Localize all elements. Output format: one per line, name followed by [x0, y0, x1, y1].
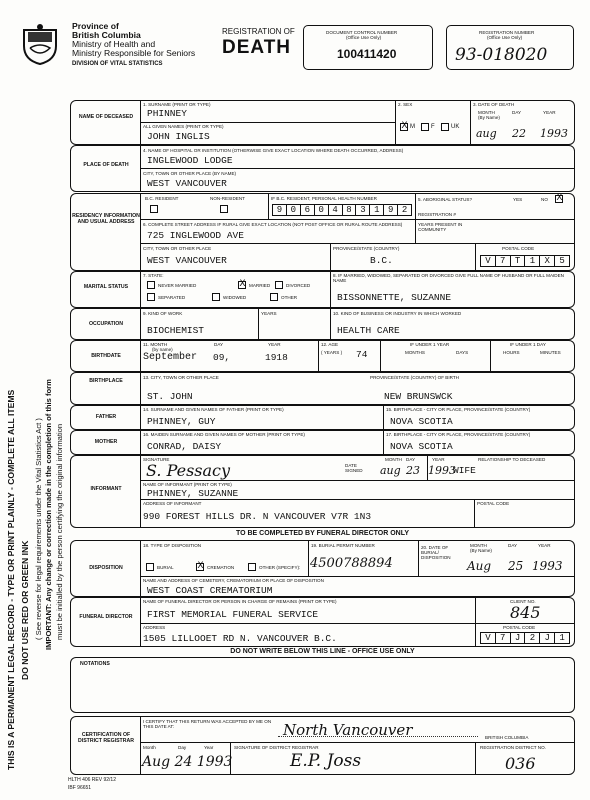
- mother-bp-value: NOVA SCOTIA: [390, 441, 453, 452]
- disp-day-label: DAY: [508, 543, 518, 548]
- crest-logo: [18, 22, 62, 66]
- postal-char: 1: [525, 256, 540, 266]
- informant-name-value: PHINNEY, SUZANNE: [147, 488, 239, 499]
- cert-year-label: Year: [204, 745, 214, 750]
- death-city-label: CITY, TOWN OR OTHER PLACE (BY NAME): [143, 171, 237, 176]
- res-city-value: WEST VANCOUVER: [147, 255, 227, 266]
- funeral-name-value: FIRST MEMORIAL FUNERAL SERVICE: [147, 609, 319, 620]
- reg-number-label: REGISTRATION NUMBER: [479, 30, 535, 35]
- postal-char: T: [511, 256, 526, 266]
- residency-section-label: RESIDENCY INFORMATION AND USUAL ADDRESS: [72, 213, 140, 225]
- office-use-band: DO NOT WRITE BELOW THIS LINE - OFFICE USE ONLY: [230, 648, 415, 655]
- phn-digit: 4: [329, 205, 343, 215]
- doc-control-sub: (Office Use Only): [346, 35, 382, 40]
- work-years-label: YEARS: [261, 311, 277, 316]
- birth-city-label: 13. CITY, TOWN OR OTHER PLACE: [143, 375, 219, 380]
- phn-digit: 8: [343, 205, 357, 215]
- phn-label: IF B.C. RESIDENT, PERSONAL HEALTH NUMBER: [271, 196, 377, 201]
- funeral-name-label: NAME OF FUNERAL DIRECTOR OR PERSON IN CHARGE OF REMAINS (PRINT OR TYPE): [143, 599, 337, 604]
- informant-addr-value: 990 FOREST HILLS DR. N VANCOUVER V7R 1N3: [143, 511, 372, 522]
- side-text-5: must be initialled by the person certifying the original information: [55, 423, 64, 640]
- registration-hash-label: REGISTRATION #: [418, 212, 456, 217]
- hours-label: HOURS: [503, 350, 520, 355]
- informant-addr-label: ADDRESS OF INFORMANT: [143, 501, 202, 506]
- cert-date-value: Aug 24 1993: [142, 754, 233, 770]
- sign-day-value: 23: [406, 464, 420, 477]
- side-text-3: ( See reverse for legal requirements under the Vital Statistics Act ): [34, 418, 43, 640]
- res-prov-label: PROVINCE/STATE (COUNTRY): [333, 246, 400, 251]
- birth-prov-label: PROVINCE/STATE (COUNTRY) OF BIRTH: [370, 375, 459, 380]
- postal-char: 7: [496, 256, 511, 266]
- spouse-label: 8. IF MARRIED, WIDOWED, SEPARATED OR DIVORCED GIVE FULL NAME OF HUSBAND OR FULL MAIDEN NAME: [333, 273, 564, 283]
- mother-name-label: 16. MAIDEN SURNAME AND GIVEN NAMES OF MOTHER (PRINT OR TYPE): [143, 432, 305, 437]
- birth-day-value: 09,: [213, 352, 231, 363]
- form-number: HLTH 406 REV 92/12: [68, 777, 116, 783]
- cemetery-label: NAME AND ADDRESS OF CEMETERY, CREMATORIUM OR PLACE OF DISPOSITION: [143, 578, 324, 583]
- cert-statement-label: I CERTIFY THAT THIS RETURN WAS ACCEPTED BY ME ON THIS DATE AT:: [143, 719, 272, 729]
- disp-day-value: 25: [508, 559, 524, 573]
- street-value: 725 INGLEWOOD AVE: [147, 230, 244, 241]
- funeral-postal-label: POSTAL CODE: [503, 625, 536, 630]
- cert-bc-label: BRITISH COLUMBIA: [485, 735, 529, 740]
- street-label: 6. COMPLETE STREET ADDRESS IF RURAL GIVE EXACT LOCATION (NOT POST OFFICE OR RURAL ROUTE ADDRESS): [143, 222, 403, 227]
- birth-year-label: YEAR: [268, 342, 281, 347]
- never-married-checkbox[interactable]: [147, 281, 155, 289]
- birth-month-label: 11. MONTH: [143, 342, 168, 347]
- spouse-value: BISSONNETTE, SUZANNE: [337, 292, 452, 303]
- phn-digit: 9: [273, 205, 287, 215]
- sex-label: 2. SEX: [398, 102, 413, 107]
- ministry-line-2: Ministry Responsible for Seniors: [72, 48, 196, 58]
- cert-day-label: Day: [178, 745, 187, 750]
- non-resident-label: NON-RESIDENT: [210, 196, 245, 201]
- mother-bp-label: 17. BIRTHPLACE - CITY OR PLACE, PROVINCE/STATE (COUNTRY): [386, 432, 531, 437]
- cert-month-label: Month: [143, 745, 156, 750]
- dod-month-sub: (By Name): [478, 115, 500, 120]
- phn-digit: 1: [370, 205, 384, 215]
- sign-day-label: DAY: [406, 457, 416, 462]
- dod-label: 3. DATE OF DEATH: [473, 102, 515, 107]
- postal-char: J: [540, 633, 555, 643]
- widowed-label: WIDOWED: [223, 295, 247, 300]
- phn-boxes: [272, 204, 412, 216]
- birthplace-section-label: BIRTHPLACE: [89, 378, 123, 384]
- days-label: DAYS: [456, 350, 469, 355]
- province-label: Province of: [72, 21, 119, 31]
- side-text-2: DO NOT USE RED OR GREEN INK: [20, 540, 30, 680]
- postal-char: J: [511, 633, 526, 643]
- birth-month-value: September: [143, 352, 198, 363]
- cemetery-value: WEST COAST CREMATORIUM: [147, 585, 273, 596]
- burial-permit-label: 19. BURIAL PERMIT NUMBER: [311, 543, 375, 548]
- phn-digit: 0: [315, 205, 329, 215]
- registration-number-box: [446, 25, 574, 70]
- funeral-addr-label: ADDRESS: [143, 625, 166, 630]
- division-label: DIVISION OF VITAL STATISTICS: [72, 61, 163, 67]
- postal-char: 5: [559, 256, 565, 266]
- ministry-line-1: Ministry of Health and: [72, 39, 156, 49]
- institution-label: 4. NAME OF HOSPITAL OR INSTITUTION (OTHERWISE GIVE EXACT LOCATION WHERE DEATH OCCURRED, ADDRESS): [143, 148, 404, 153]
- side-text-4: IMPORTANT: Any change or correction made in the completion of this form: [44, 379, 53, 650]
- father-name-value: PHINNEY, GUY: [147, 416, 216, 427]
- birthdate-section-label: BIRTHDATE: [91, 353, 121, 359]
- given-names-label: ALL GIVEN NAMES (PRINT OR TYPE): [143, 124, 224, 129]
- mother-name-value: CONRAD, DAISY: [147, 441, 222, 452]
- funeral-director-band: TO BE COMPLETED BY FUNERAL DIRECTOR ONLY: [235, 530, 410, 537]
- phn-digit: 9: [384, 205, 398, 215]
- age-value: 74: [356, 349, 368, 360]
- res-prov-value: B.C.: [370, 255, 393, 266]
- dod-year-value: 1993: [540, 127, 568, 140]
- sign-year-label: YEAR: [432, 457, 445, 462]
- mother-section-label: MOTHER: [94, 439, 118, 445]
- disposition-date-label: 20. DATE OF BURIAL/ DISPOSITION: [421, 545, 451, 560]
- separated-label: SEPARATED: [158, 295, 186, 300]
- non-resident-checkbox[interactable]: [220, 205, 228, 213]
- sex-f-label: F: [431, 124, 435, 130]
- minutes-label: MINUTES: [540, 350, 561, 355]
- other-disposition-label: OTHER (SPECIFY):: [259, 565, 301, 570]
- disp-month-value: Aug: [467, 559, 492, 573]
- burial-checkbox[interactable]: [146, 563, 154, 571]
- aboriginal-no-label: NO: [541, 197, 548, 202]
- aboriginal-yes-label: YES: [513, 197, 523, 202]
- disposition-type-label: 18. TYPE OF DISPOSITION: [143, 543, 202, 548]
- bc-resident-checkbox[interactable]: [150, 205, 158, 213]
- doc-control-label: DOCUMENT CONTROL NUMBER: [326, 30, 398, 35]
- divorced-label: DIVORCED: [286, 283, 311, 288]
- other-marital-label: OTHER: [281, 295, 298, 300]
- informant-section-label: INFORMANT: [90, 486, 122, 492]
- marital-section-label: MARITAL STATUS: [83, 284, 129, 290]
- side-text-1: THIS IS A PERMANENT LEGAL RECORD - TYPE OR PRINT PLAINLY - COMPLETE ALL ITEMS: [6, 389, 16, 770]
- funeral-section-label: FUNERAL DIRECTOR: [79, 614, 133, 620]
- birth-city-value: ST. JOHN: [147, 391, 193, 402]
- other-disposition-checkbox[interactable]: [248, 563, 256, 571]
- birth-month-sub: (by name): [152, 347, 173, 352]
- res-postal-label: POSTAL CODE: [502, 246, 535, 251]
- district-no-label: REGISTRATION DISTRICT NO.: [480, 745, 546, 750]
- business-value: HEALTH CARE: [337, 325, 400, 336]
- burial-label: BURIAL: [157, 565, 174, 570]
- sex-uk-checkbox[interactable]: [441, 123, 449, 131]
- informant-name-label: NAME OF INFORMANT (PRINT OR TYPE): [143, 482, 232, 487]
- work-label: 9. KIND OF WORK: [143, 311, 183, 316]
- father-section-label: FATHER: [95, 414, 117, 420]
- aboriginal-no-mark: X: [556, 193, 563, 203]
- document-control-box: [303, 25, 433, 70]
- married-label: MARRIED: [249, 283, 271, 288]
- aboriginal-label: 5. ABORIGINAL STATUS?: [418, 197, 473, 202]
- age-sub: ( YEARS ): [321, 350, 343, 355]
- informant-signature: S. Pessacy: [146, 461, 231, 480]
- dod-year-label: YEAR: [543, 110, 556, 115]
- phn-digit: 3: [356, 205, 370, 215]
- business-label: 10. KIND OF BUSINESS OR INDUSTRY IN WHICH WORKED: [333, 311, 462, 316]
- postal-char: V: [481, 256, 496, 266]
- cremation-label: CREMATION: [207, 565, 235, 570]
- phn-digit: 0: [287, 205, 301, 215]
- disp-month-sub: (By Name): [470, 548, 492, 553]
- res-postal-boxes: [480, 255, 570, 267]
- surname-value: PHINNEY: [147, 108, 187, 119]
- funeral-addr-value: 1505 LILLOOET RD N. VANCOUVER B.C.: [143, 633, 337, 644]
- bc-resident-label: B.C. RESIDENT: [145, 196, 179, 201]
- cert-place-value: North Vancouver: [283, 721, 413, 739]
- other-marital-checkbox[interactable]: [270, 293, 278, 301]
- given-names-value: JOHN INGLIS: [147, 131, 210, 142]
- marital-state-label: 7. STATE:: [143, 273, 164, 278]
- informant-postal-label: POSTAL CODE: [477, 501, 510, 506]
- registrar-signature: E.P. Joss: [290, 751, 362, 771]
- birth-day-label: DAY: [214, 342, 224, 347]
- occupation-section-label: OCCUPATION: [88, 321, 124, 327]
- father-name-label: 14. SURNAME AND GIVEN NAMES OF FATHER (PRINT OR TYPE): [143, 407, 284, 412]
- never-married-label: NEVER MARRIED: [158, 283, 197, 288]
- burial-permit-value: 4500788894: [310, 556, 393, 571]
- dod-month-value: aug: [476, 127, 497, 140]
- signature-label: SIGNATURE: [143, 457, 170, 462]
- cremation-mark: X: [197, 561, 204, 571]
- sex-f-checkbox[interactable]: [421, 123, 429, 131]
- postal-char: X: [540, 256, 555, 266]
- disp-year-value: 1993: [532, 559, 563, 573]
- disposition-section-label: DISPOSITION: [89, 565, 123, 571]
- sex-m-label: M: [410, 124, 415, 130]
- registrar-sig-label: SIGNATURE OF DISTRICT REGISTRAR: [234, 745, 319, 750]
- sign-month-value: aug: [380, 464, 401, 477]
- notations-row: [70, 657, 575, 713]
- relationship-label: RELATIONSHIP TO DECEASED: [478, 457, 546, 462]
- notations-label: NOTATIONS: [80, 661, 110, 667]
- certification-section-label: CERTIFICATION OF DISTRICT REGISTRAR: [78, 732, 134, 744]
- postal-char: 7: [496, 633, 511, 643]
- sign-year-value: 1993: [428, 464, 456, 477]
- funeral-postal-boxes: [480, 632, 570, 644]
- widowed-checkbox[interactable]: [212, 293, 220, 301]
- relationship-value: WIFE: [453, 465, 476, 476]
- father-bp-label: 15. BIRTHPLACE - CITY OR PLACE, PROVINCE/STATE (COUNTRY): [386, 407, 531, 412]
- dod-month-label: MONTH: [478, 110, 495, 115]
- postal-char: 1: [559, 633, 565, 643]
- sex-uk-label: UK: [451, 124, 460, 130]
- reg-number-value: 93-018020: [455, 45, 548, 65]
- place-section-label: PLACE OF DEATH: [83, 162, 129, 168]
- under-1-day-label: IF UNDER 1 DAY: [510, 342, 546, 347]
- phn-digit: 2: [401, 205, 408, 215]
- birth-year-value: 1918: [265, 352, 288, 363]
- divorced-checkbox[interactable]: [275, 281, 283, 289]
- death-city-value: WEST VANCOUVER: [147, 178, 227, 189]
- months-label: MONTHS: [405, 350, 425, 355]
- res-city-label: CITY, TOWN OR OTHER PLACE: [143, 246, 212, 251]
- doc-control-value: 100411420: [337, 47, 397, 61]
- married-mark: X: [239, 279, 246, 289]
- under-1-year-label: IF UNDER 1 YEAR: [410, 342, 450, 347]
- dod-day-label: DAY: [512, 110, 522, 115]
- separated-checkbox[interactable]: [147, 293, 155, 301]
- disp-month-label: MONTH: [470, 543, 487, 548]
- sign-month-label: MONTH: [385, 457, 402, 462]
- years-present-label: YEARS PRESENT IN COMMUNITY: [418, 222, 463, 232]
- phn-digit: 6: [301, 205, 315, 215]
- postal-char: 2: [525, 633, 540, 643]
- registration-of-label: REGISTRATION OF: [222, 27, 295, 36]
- institution-value: INGLEWOOD LODGE: [147, 155, 233, 166]
- bc-label: British Columbia: [72, 30, 141, 40]
- dod-day-value: 22: [512, 127, 526, 140]
- disp-year-label: YEAR: [538, 543, 551, 548]
- client-no-label: CLIENT NO.: [510, 599, 536, 604]
- district-no-value: 036: [505, 754, 536, 773]
- sex-m-mark: X: [401, 121, 408, 131]
- date-signed-label: DATE SIGNED: [345, 463, 363, 473]
- work-value: BIOCHEMIST: [147, 325, 205, 336]
- form-code: IBF 96651: [68, 785, 92, 791]
- reg-number-sub: (Office Use Only): [487, 35, 523, 40]
- age-label: 12. AGE: [321, 342, 339, 347]
- father-bp-value: NOVA SCOTIA: [390, 416, 453, 427]
- birth-prov-value: NEW BRUNSWCK: [384, 391, 453, 402]
- death-title: DEATH: [222, 37, 292, 58]
- deceased-section-label: NAME OF DECEASED: [78, 114, 134, 120]
- postal-char: V: [481, 633, 496, 643]
- client-no-value: 845: [510, 603, 541, 622]
- surname-label: 1. SURNAME (PRINT OR TYPE): [143, 102, 211, 107]
